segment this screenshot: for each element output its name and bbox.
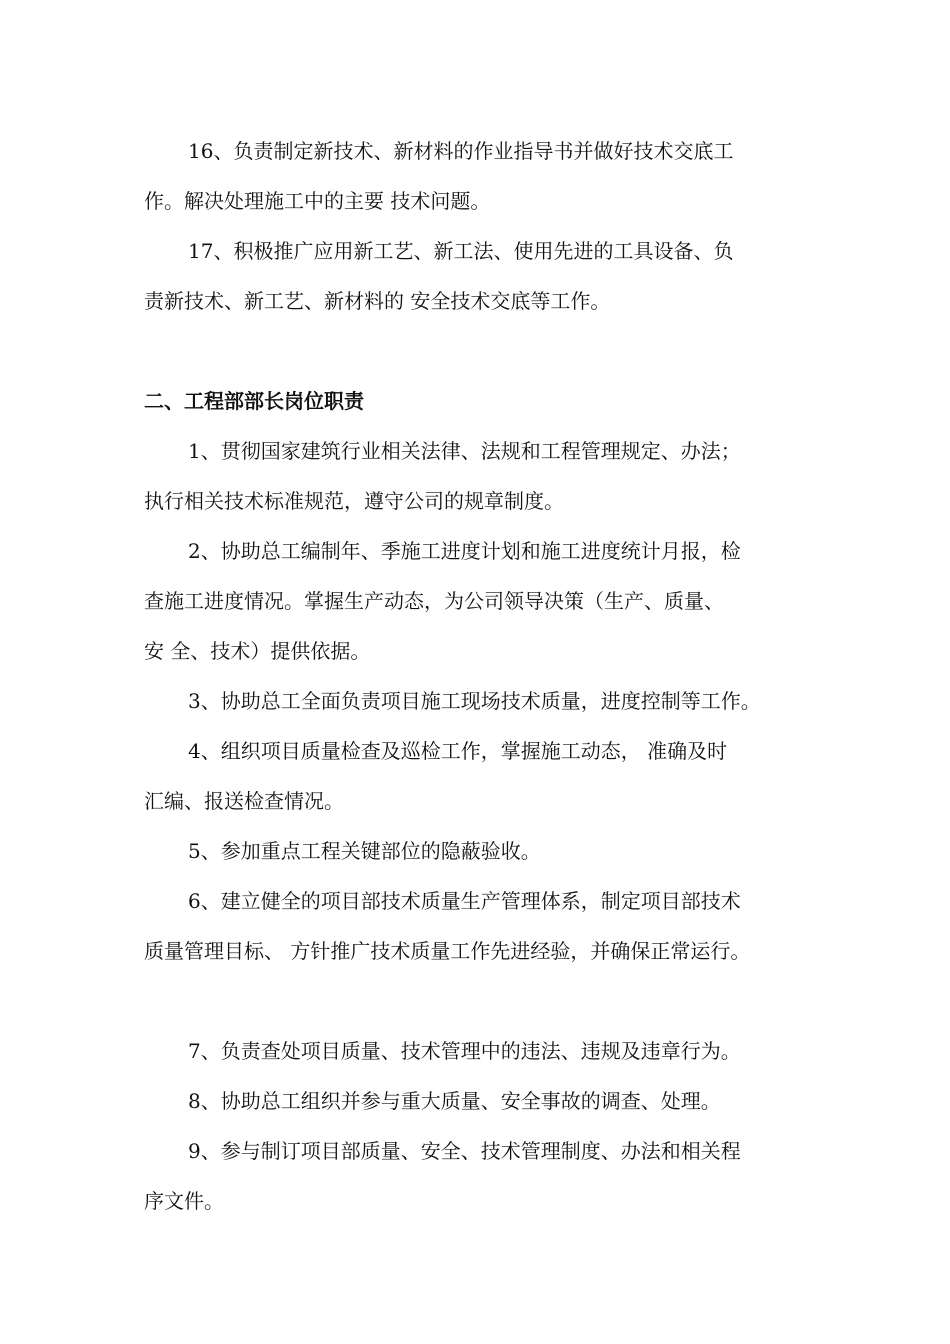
paragraph-17-line-1: 17、积极推广应用新工艺、新工法、使用先进的工具设备、负: [188, 239, 734, 263]
section-2-heading: 二、工程部部长岗位职责: [144, 389, 364, 413]
paragraph-17-line-2: 责新技术、新工艺、新材料的 安全技术交底等工作。: [144, 289, 611, 313]
section-2-item-4-line-1: 4、组织项目质量检查及巡检工作，掌握施工动态， 准确及时: [188, 739, 728, 763]
section-2-item-2-line-2: 查施工进度情况。掌握生产动态，为公司领导决策（生产、质量、: [144, 589, 724, 613]
section-2-item-1-line-1: 1、贯彻国家建筑行业相关法律、法规和工程管理规定、办法；: [188, 439, 741, 463]
paragraph-16-line-1: 16、负责制定新技术、新材料的作业指导书并做好技术交底工: [188, 139, 734, 163]
section-2-item-6-line-1: 6、建立健全的项目部技术质量生产管理体系，制定项目部技术: [188, 889, 741, 913]
section-2-item-1-line-2: 执行相关技术标准规范，遵守公司的规章制度。: [144, 489, 564, 513]
section-2-item-5-line-1: 5、参加重点工程关键部位的隐蔽验收。: [188, 839, 541, 863]
section-2-item-7-line-1: 7、负责查处项目质量、技术管理中的违法、违规及违章行为。: [188, 1039, 741, 1063]
paragraph-16-line-2: 作。解决处理施工中的主要 技术问题。: [144, 189, 491, 213]
section-2-item-2-line-3: 安 全、技术）提供依据。: [144, 639, 371, 663]
section-2-item-2-line-1: 2、协助总工编制年、季施工进度计划和施工进度统计月报，检: [188, 539, 741, 563]
section-2-item-8-line-1: 8、协助总工组织并参与重大质量、安全事故的调查、处理。: [188, 1089, 721, 1113]
section-2-item-9-line-1: 9、参与制订项目部质量、安全、技术管理制度、办法和相关程: [188, 1139, 741, 1163]
section-2-item-4-line-2: 汇编、报送检查情况。: [144, 789, 344, 813]
section-2-item-3-line-1: 3、协助总工全面负责项目施工现场技术质量，进度控制等工作。: [188, 689, 761, 713]
section-2-item-9-line-2: 序文件。: [144, 1189, 224, 1213]
section-2-item-6-line-2: 质量管理目标、 方针推广技术质量工作先进经验，并确保正常运行。: [144, 939, 751, 963]
